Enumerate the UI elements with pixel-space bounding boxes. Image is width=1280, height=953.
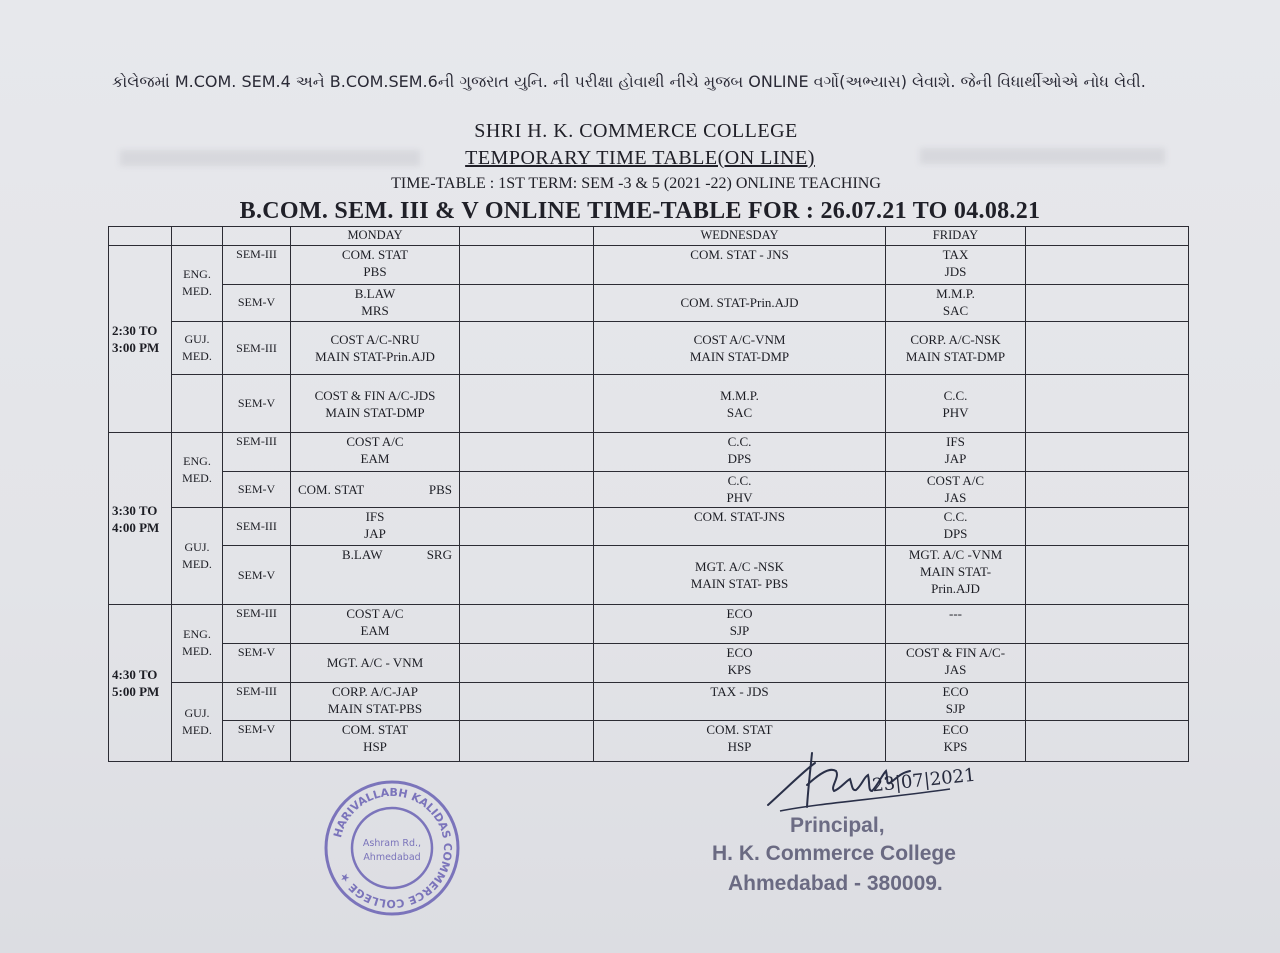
semester-cell: SEM-V [223, 721, 291, 762]
principal-title: Principal, [790, 814, 885, 837]
semester-cell: SEM-V [223, 643, 291, 682]
stamp-center-line-1: Ashram Rd., [362, 838, 422, 849]
wednesday-cell: ECO KPS [594, 643, 886, 682]
table-row [109, 546, 1189, 605]
semester-cell: SEM-V [223, 472, 291, 508]
college-seal-stamp [322, 778, 462, 918]
table-title-text: TEMPORARY TIME TABLE(ON LINE) [465, 147, 815, 169]
empty-cell [1026, 721, 1189, 762]
wednesday-cell: MGT. A/C -NSK MAIN STAT- PBS [594, 546, 886, 605]
time-slot-cell: 3:30 TO 4:00 PM [109, 433, 172, 605]
table-row [109, 643, 1189, 682]
timetable [108, 226, 1189, 762]
semester-cell: SEM-III [223, 682, 291, 721]
empty-cell [1026, 433, 1189, 472]
wednesday-cell: COM. STAT-Prin.AJD [594, 284, 886, 321]
monday-cell: COST A/C-NRU MAIN STAT-Prin.AJD [291, 321, 460, 375]
principal-city: Ahmedabad - 380009. [728, 872, 943, 895]
monday-cell: IFS JAP [291, 507, 460, 546]
empty-cell [1026, 284, 1189, 321]
table-row [109, 433, 1189, 472]
empty-cell [460, 472, 594, 508]
friday-cell: TAX JDS [886, 246, 1026, 285]
table-row [109, 507, 1189, 546]
friday-cell: COST & FIN A/C- JAS [886, 643, 1026, 682]
friday-cell: M.M.P. SAC [886, 284, 1026, 321]
empty-cell [460, 433, 594, 472]
semester-cell: SEM-V [223, 546, 291, 605]
semester-cell: SEM-III [223, 246, 291, 285]
time-slot-cell: 2:30 TO 3:00 PM [109, 246, 172, 433]
monday-cell: CORP. A/C-JAP MAIN STAT-PBS [291, 682, 460, 721]
main-title: B.COM. SEM. III & V ONLINE TIME-TABLE FOR : 26.07.21 TO 04.08.21 [239, 198, 1041, 224]
empty-cell [460, 246, 594, 285]
monday-cell: COM. STAT PBS [291, 472, 460, 508]
medium-cell [172, 375, 223, 433]
medium-cell: ENG. MED. [172, 246, 223, 321]
medium-cell: GUJ. MED. [172, 507, 223, 605]
wednesday-cell: COM. STAT HSP [594, 721, 886, 762]
wednesday-cell: COST A/C-VNM MAIN STAT-DMP [594, 321, 886, 375]
friday-cell: C.C. PHV [886, 375, 1026, 433]
empty-cell [1026, 321, 1189, 375]
empty-cell [1026, 546, 1189, 605]
friday-cell: CORP. A/C-NSK MAIN STAT-DMP [886, 321, 1026, 375]
table-row [109, 472, 1189, 508]
friday-cell: IFS JAP [886, 433, 1026, 472]
friday-cell: ECO SJP [886, 682, 1026, 721]
empty-cell [1026, 605, 1189, 644]
semester-cell: SEM-III [223, 605, 291, 644]
empty-cell [460, 321, 594, 375]
friday-cell: MGT. A/C -VNM MAIN STAT- Prin.AJD [886, 546, 1026, 605]
table-row [109, 605, 1189, 644]
semester-cell: SEM-III [223, 321, 291, 375]
empty-cell [460, 375, 594, 433]
empty-cell [460, 284, 594, 321]
empty-cell [1026, 682, 1189, 721]
monday-cell: B.LAW SRG [291, 546, 460, 605]
medium-cell: ENG. MED. [172, 433, 223, 507]
friday-cell: ECO KPS [886, 721, 1026, 762]
gujarati-notice: કોલેજમાં M.COM. SEM.4 અને B.COM.SEM.6ની ગુજરાત યુનિ. ની પરીક્ષા હોવાથી નીચે મુજબ ONLINE વર્ગો(અભ્યાસ) લેવાશે. જેની વિધાર્થીઓએ નોધ લેવી. [112, 72, 1146, 91]
header-cell [223, 227, 291, 246]
empty-cell [1026, 246, 1189, 285]
day-header-wednesday: WEDNESDAY [594, 227, 886, 246]
semester-cell: SEM-III [223, 507, 291, 546]
medium-cell: GUJ. MED. [172, 321, 223, 375]
table-row [109, 721, 1189, 762]
header-cell [109, 227, 172, 246]
signature-date: 23|07|2021 [871, 764, 977, 797]
header-cell [1026, 227, 1189, 246]
empty-cell [460, 682, 594, 721]
table-row [109, 284, 1189, 321]
stamp-center-line-2: Ahmedabad [363, 852, 421, 863]
wednesday-cell: C.C. PHV [594, 472, 886, 508]
empty-cell [460, 721, 594, 762]
svg-text:HARIVALLABH KALIDAS COMMERCE C: HARIVALLABH KALIDAS COMMERCE COLLEGE ★ [331, 785, 455, 911]
empty-cell [460, 643, 594, 682]
table-row [109, 682, 1189, 721]
header-cell [460, 227, 594, 246]
table-row [109, 321, 1189, 375]
monday-cell: COST & FIN A/C-JDS MAIN STAT-DMP [291, 375, 460, 433]
wednesday-cell: TAX - JDS [594, 682, 886, 721]
semester-cell: SEM-V [223, 284, 291, 321]
empty-cell [460, 546, 594, 605]
wednesday-cell: M.M.P. SAC [594, 375, 886, 433]
principal-college: H. K. Commerce College [712, 842, 956, 865]
friday-cell: COST A/C JAS [886, 472, 1026, 508]
table-row [109, 375, 1189, 433]
monday-cell: COM. STAT HSP [291, 721, 460, 762]
day-header-friday: FRIDAY [886, 227, 1026, 246]
empty-cell [460, 605, 594, 644]
wednesday-cell: COM. STAT - JNS [594, 246, 886, 285]
term-subtitle: TIME-TABLE : 1ST TERM: SEM -3 & 5 (2021 -22) ONLINE TEACHING [391, 175, 881, 192]
monday-cell: B.LAW MRS [291, 284, 460, 321]
medium-cell: GUJ. MED. [172, 682, 223, 761]
table-header-row [109, 227, 1189, 246]
empty-cell [1026, 472, 1189, 508]
monday-cell: COM. STAT PBS [291, 246, 460, 285]
empty-cell [1026, 507, 1189, 546]
wednesday-cell: C.C. DPS [594, 433, 886, 472]
wednesday-cell: ECO SJP [594, 605, 886, 644]
empty-cell [460, 507, 594, 546]
semester-cell: SEM-V [223, 375, 291, 433]
friday-cell: C.C. DPS [886, 507, 1026, 546]
day-header-monday: MONDAY [291, 227, 460, 246]
monday-cell: COST A/C EAM [291, 605, 460, 644]
empty-cell [1026, 643, 1189, 682]
college-name: SHRI H. K. COMMERCE COLLEGE [474, 120, 798, 142]
friday-cell: --- [886, 605, 1026, 644]
semester-cell: SEM-III [223, 433, 291, 472]
table-title [0, 147, 1280, 170]
monday-cell: COST A/C EAM [291, 433, 460, 472]
medium-cell: ENG. MED. [172, 605, 223, 682]
monday-cell: MGT. A/C - VNM [291, 643, 460, 682]
empty-cell [1026, 375, 1189, 433]
header-cell [172, 227, 223, 246]
table-row [109, 246, 1189, 285]
time-slot-cell: 4:30 TO 5:00 PM [109, 605, 172, 762]
wednesday-cell: COM. STAT-JNS [594, 507, 886, 546]
